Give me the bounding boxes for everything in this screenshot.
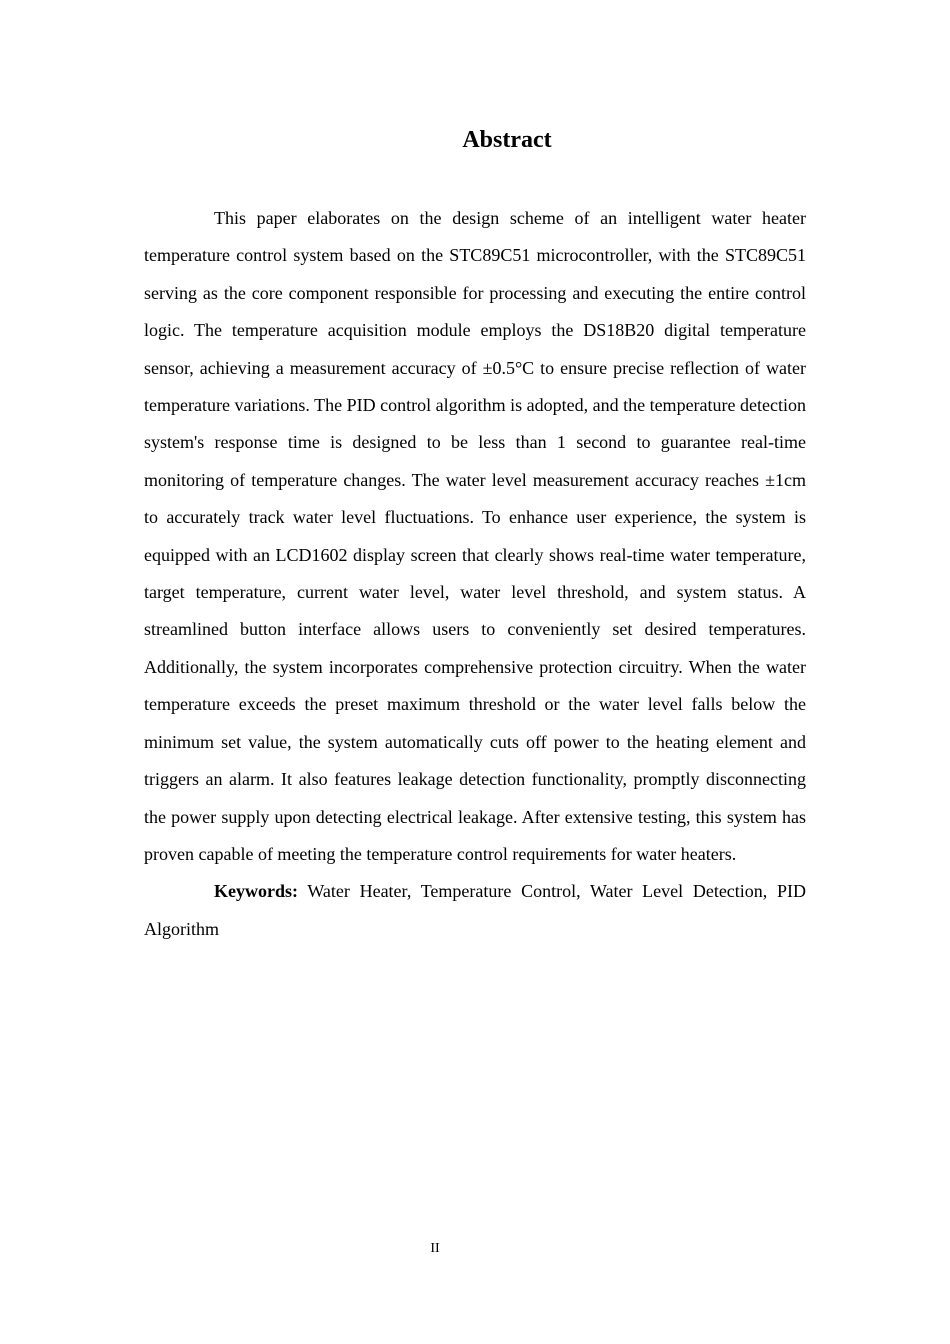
page-number: II — [430, 1241, 440, 1256]
abstract-paragraph: This paper elaborates on the design scheme of an intelligent water heater temperature control system based on the STC89C51 microcontroller, with the STC89C51 serving as the core component responsible for processing and executing the entire control logic. The temperature acquisition module employs the DS18B20 digital temperature sensor, achieving a measurement accuracy of ±0.5°C to ensure precise reflection of water temperature variations. The PID control algorithm is adopted, and the temperature detection system's response time is designed to be less than 1 second to guarantee real-time monitoring of temperature changes. The water level measurement accuracy reaches ±1cm to accurately track water level fluctuations. To enhance user experience, the system is equipped with an LCD1602 display screen that clearly shows real-time water temperature, target temperature, current water level, water level threshold, and system status. A streamlined button interface allows users to conveniently set desired temperatures. Additionally, the system incorporates comprehensive protection circuitry. When the water temperature exceeds the preset maximum threshold or the water level falls below the minimum set value, the system automatically cuts off power to the heating element and triggers an alarm. It also features leakage detection functionality, promptly disconnecting the power supply upon detecting electrical leakage. After extensive testing, this system has proven capable of meeting the temperature control requirements for water heaters. — [144, 208, 806, 864]
keywords-paragraph — [144, 873, 806, 948]
abstract-body — [144, 200, 806, 948]
keywords-label: Keywords: — [214, 881, 298, 902]
abstract-title: Abstract — [462, 127, 552, 153]
keywords-list: Water Heater, Temperature Control, Water Level Detection, PID Algorithm — [144, 881, 806, 939]
